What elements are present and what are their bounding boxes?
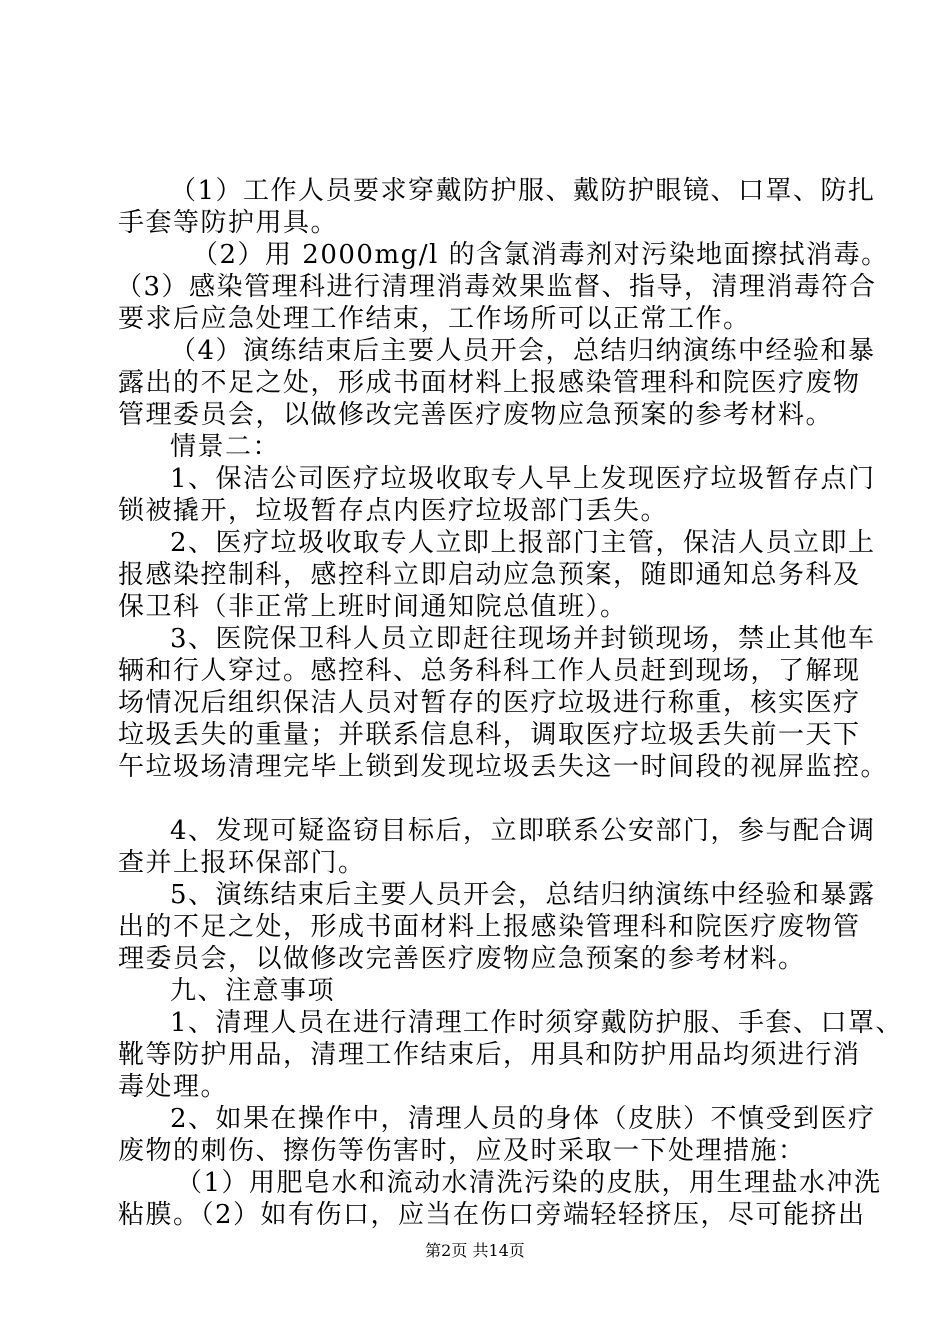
text-line: （4）演练结束后主要人员开会，总结归纳演练中经验和暴	[170, 336, 876, 366]
text-line: 1、清理人员在进行清理工作时须穿戴防护服、手套、口罩、	[170, 1008, 904, 1038]
text-line: 查并上报环保部门。	[118, 848, 366, 878]
text-line: 午垃圾场清理完毕上锁到发现垃圾丢失这一时间段的视屏监控。	[118, 752, 889, 782]
text-line: （1）用肥皂水和流动水清洗污染的皮肤，用生理盐水冲洗	[176, 1168, 882, 1198]
text-line: 要求后应急处理工作结束，工作场所可以正常工作。	[118, 304, 751, 334]
text-line: 4、发现可疑盗窃目标后，立即联系公安部门，参与配合调	[170, 816, 876, 846]
text-line: 粘膜。（2）如有伤口，应当在伤口旁端轻轻挤压，尽可能挤出	[118, 1200, 866, 1230]
page-footer: 第2页 共14页	[425, 1241, 525, 1260]
text-line: 5、演练结束后主要人员开会，总结归纳演练中经验和暴露	[170, 880, 876, 910]
text-line: 报感染控制科，感控科立即启动应急预案，随即通知总务科及	[118, 560, 861, 590]
text-line: 保卫科（非正常上班时间通知院总值班）。	[118, 592, 628, 622]
text-line: 理委员会，以做修改完善医疗废物应急预案的参考材料。	[118, 944, 806, 974]
text-line: 场情况后组织保洁人员对暂存的医疗垃圾进行称重，核实医疗	[118, 688, 861, 718]
text-line: 1、保洁公司医疗垃圾收取专人早上发现医疗垃圾暂存点门	[170, 464, 876, 494]
text-line: （1）工作人员要求穿戴防护服、戴防护眼镜、口罩、防扎	[170, 176, 876, 206]
text-line: 锁被撬开，垃圾暂存点内医疗垃圾部门丢失。	[118, 496, 669, 526]
text-line: 2、医疗垃圾收取专人立即上报部门主管，保洁人员立即上	[170, 528, 876, 558]
text-line: 毒处理。	[118, 1072, 229, 1102]
text-line: （3）感染管理科进行清理消毒效果监督、指导，清理消毒符合	[116, 272, 877, 302]
text-line: 辆和行人穿过。感控科、总务科科工作人员赶到现场，了解现	[118, 656, 861, 686]
text-line: 手套等防护用具。	[118, 208, 339, 238]
text-line: （2）用 2000mg/l 的含氯消毒剂对污染地面擦拭消毒。	[192, 240, 889, 270]
text-line: 3、医院保卫科人员立即赶往现场并封锁现场，禁止其他车	[170, 624, 876, 654]
section-heading: 情景二：	[170, 432, 281, 462]
text-line: 靴等防护用品，清理工作结束后，用具和防护用品均须进行消	[118, 1040, 861, 1070]
text-line: 废物的刺伤、擦伤等伤害时，应及时采取一下处理措施：	[118, 1136, 806, 1166]
section-heading: 九、注意事项	[170, 976, 336, 1006]
text-line: 管理委员会，以做修改完善医疗废物应急预案的参考材料。	[118, 400, 834, 430]
text-line: 出的不足之处，形成书面材料上报感染管理科和院医疗废物管	[118, 912, 861, 942]
text-line: 垃圾丢失的重量；并联系信息科，调取医疗垃圾丢失前一天下	[118, 720, 861, 750]
text-line: 2、如果在操作中，清理人员的身体（皮肤）不慎受到医疗	[170, 1104, 876, 1134]
text-line: 露出的不足之处，形成书面材料上报感染管理科和院医疗废物	[118, 368, 861, 398]
